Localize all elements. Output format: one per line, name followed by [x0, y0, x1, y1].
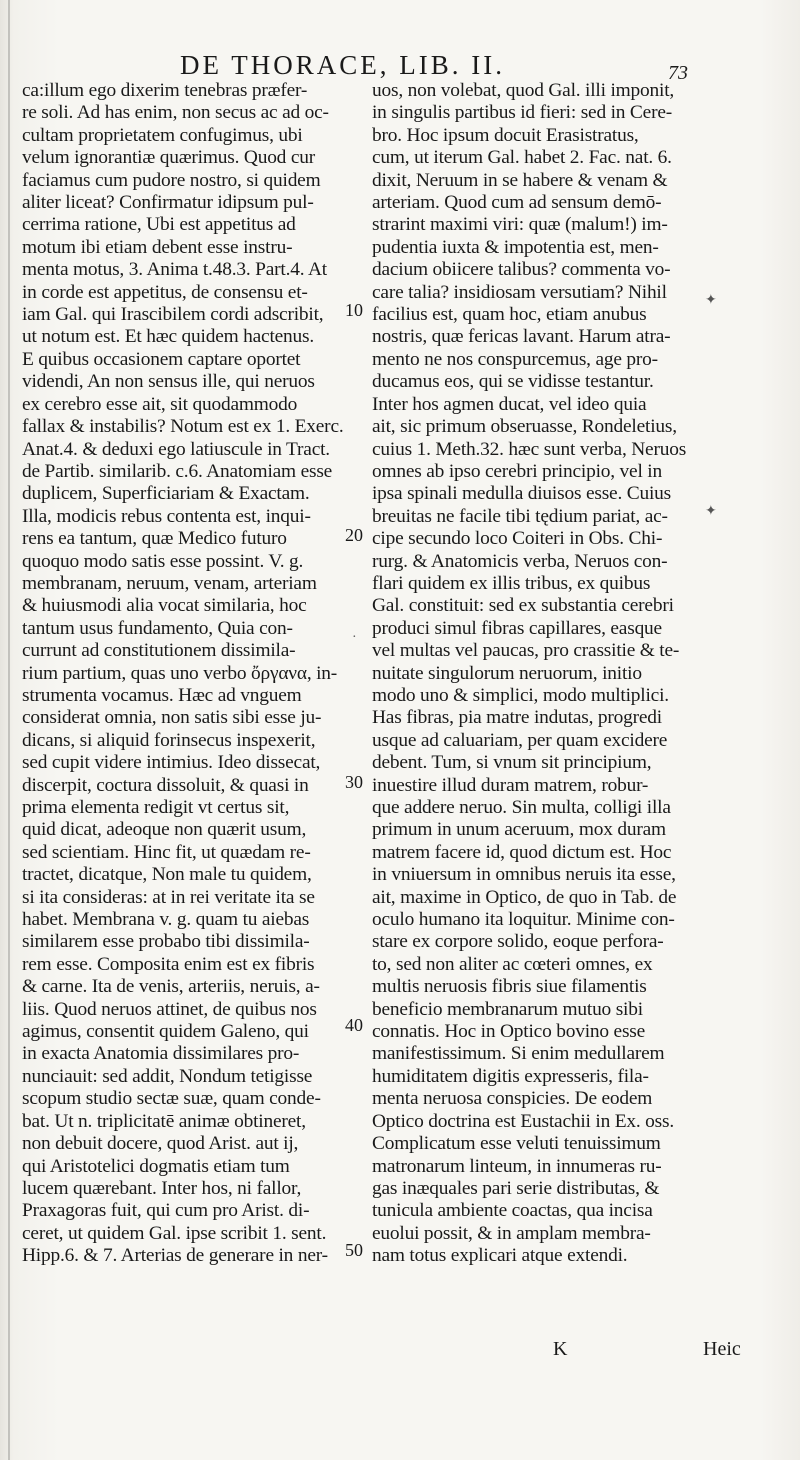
text-line: omnes ab ipso cerebri principio, vel in [372, 460, 662, 482]
text-line: motum ibi etiam debent esse instru- [22, 236, 293, 258]
text-line: agimus, consentit quidem Galeno, qui [22, 1021, 309, 1043]
text-line: arteriam. Quod cum ad sensum demō- [372, 192, 662, 214]
text-line: tractet, dicatque, Non male tu quidem, [22, 864, 312, 886]
text-line: habet. Membrana v. g. quam tu aiebas [22, 909, 310, 931]
text-line: uos, non volebat, quod Gal. illi imponit, [372, 80, 675, 101]
text-line: Optico doctrina est Eustachii in Ex. oss. [372, 1110, 674, 1132]
text-line: Gal. constituit: sed ex substantia cerebri [372, 595, 674, 617]
text-line: ait, maxime in Optico, de quo in Tab. de [372, 886, 677, 908]
binding-gutter [8, 0, 10, 1460]
text-line: si ita consideras: at in rei veritate ita se [22, 886, 315, 908]
text-line: nostris, quæ fericas lavant. Harum atra- [372, 326, 671, 348]
text-line: ducamus eos, qui se vidisse testantur. [372, 371, 654, 393]
text-line: cultam proprietatem confugimus, ubi [22, 124, 303, 146]
signature-mark: K [553, 1338, 568, 1360]
text-line: facilius est, quam hoc, etiam anubus [372, 304, 647, 326]
text-line: rem esse. Composita enim est ex fibris [22, 953, 315, 975]
text-line: debent. Tum, si vnum sit principium, [372, 752, 652, 774]
text-line: matrem facere id, quod dictum est. Hoc [372, 841, 672, 863]
text-line: bro. Hoc ipsum docuit Erasistratus, [372, 124, 639, 146]
text-line: produci simul fibras capillares, easque [372, 617, 662, 639]
text-line: ca:illum ego dixerim tenebras præfer- [22, 80, 308, 101]
running-title: DE THORACE, LIB. II. [180, 50, 505, 80]
text-line: in vniuersum in omnibus neruis ita esse, [372, 864, 676, 886]
text-line: manifestissimum. Si enim medullarem [372, 1043, 665, 1065]
text-line: connatis. Hoc in Optico bovino esse [372, 1021, 646, 1043]
text-line: mento ne nos conspurcemus, age pro- [372, 348, 658, 370]
text-line: cerrima ratione, Ubi est appetitus ad [22, 214, 296, 236]
text-line: beneficio membranarum mutuo sibi [372, 998, 643, 1020]
text-line: care talia? insidiosam versutiam? Nihil [372, 281, 667, 303]
text-line: rens ea tantum, quæ Medico futuro [22, 528, 287, 550]
text-line: rurg. & Anatomicis verba, Neruos con- [372, 550, 668, 572]
text-line: ceret, ut quidem Gal. ipse scribit 1. sent. [22, 1222, 327, 1244]
text-line: ipsa spinali medulla diuisos esse. Cuius [372, 483, 672, 505]
text-line: quid dicat, adeoque non quærit usum, [22, 819, 307, 841]
text-line: humiditatem digitis expresseris, fila- [372, 1065, 649, 1087]
text-line: videndi, An non sensus ille, qui neruos [22, 371, 315, 393]
text-line: strumenta vocamus. Hæc ad vnguem [22, 684, 302, 706]
text-line: cum, ut iterum Gal. habet 2. Fac. nat. 6. [372, 147, 672, 169]
ink-speck-mark: ✦ [705, 293, 717, 308]
text-line: iam Gal. qui Irascibilem cordi adscribit, [22, 304, 324, 326]
text-line: flari quidem ex illis tribus, ex quibus [372, 572, 651, 594]
text-line: rium partium, quas uno verbo ὄργανα, in- [22, 662, 338, 684]
text-line: sed cupit videre intimius. Ideo dissecat, [22, 752, 321, 774]
text-line: sed scientiam. Hinc fit, ut quædam re- [22, 841, 311, 863]
text-line: primum in unum aceruum, mox duram [372, 819, 666, 841]
text-line: Anat.4. & deduxi ego latiuscule in Tract. [22, 438, 330, 460]
text-line: qui Aristotelici dogmatis etiam tum [22, 1155, 290, 1177]
text-line: membranam, neruum, venam, arteriam [22, 572, 317, 594]
text-line: faciamus cum pudore nostro, si quidem [22, 169, 321, 191]
text-line: que addere neruo. Sin multa, colligi illa [372, 797, 671, 818]
margin-line-number: 40 [345, 1015, 363, 1035]
left-text-column [22, 80, 360, 1268]
text-line: tunicula ambiente coactas, qua incisa [372, 1200, 653, 1222]
page-number: 73 [668, 62, 688, 84]
text-line: dacium obiicere talibus? commenta vo- [372, 259, 671, 281]
text-line: vel multas vel paucas, pro crassitie & te- [372, 640, 680, 662]
ink-speck-mark: ✦ [705, 504, 717, 519]
text-line: Complicatum esse veluti tenuissimum [372, 1133, 661, 1155]
catchword: Heic [703, 1338, 741, 1360]
text-line: liis. Quod neruos attinet, de quibus nos [22, 998, 317, 1020]
text-line: dixit, Neruum in se habere & venam & [372, 169, 668, 191]
text-line: currunt ad constitutionem dissimila- [22, 640, 296, 662]
text-line: nuitate singulorum neruorum, initio [372, 662, 642, 684]
text-line: inuestire illud duram matrem, robur- [372, 774, 649, 796]
text-line: stare ex corpore solido, eoque perfora- [372, 931, 664, 953]
text-line: fallax & instabilis? Notum est ex 1. Exerc. [22, 416, 344, 438]
text-line: pudentia iuxta & impotentia est, men- [372, 236, 659, 258]
text-line: velum ignorantiæ quærimus. Quod cur [22, 147, 315, 169]
text-line: Hipp.6. & 7. Arterias de generare in ner- [22, 1245, 328, 1267]
text-line: discerpit, coctura dissoluit, & quasi in [22, 774, 309, 796]
text-line: gas inæquales pari serie distributas, & [372, 1177, 660, 1199]
margin-line-number: 20 [345, 525, 363, 545]
text-line: breuitas ne facile tibi tędium pariat, ac- [372, 505, 668, 527]
margin-line-number: 10 [345, 300, 363, 320]
text-line: re soli. Ad has enim, non secus ac ad oc- [22, 102, 329, 124]
text-line: ait, sic primum obseruasse, Rondeletius, [372, 416, 677, 438]
text-line: scopum studio sectæ suæ, quam conde- [22, 1088, 321, 1110]
text-line: aliter liceat? Confirmatur idipsum pul- [22, 192, 314, 214]
text-line: nunciauit: sed addit, Nondum tetigisse [22, 1065, 313, 1087]
text-line: prima elementa redigit vt certus sit, [22, 797, 290, 818]
text-line: strarint maximi viri: quæ (malum!) im- [372, 214, 668, 236]
margin-line-number: 30 [345, 772, 363, 792]
text-line: to, sed non aliter ac cœteri omnes, ex [372, 953, 653, 975]
text-line: multis neruosis fibris siue filamentis [372, 976, 647, 998]
text-line: modo uno & simplici, modo multiplici. [372, 684, 669, 706]
text-line: nam totus explicari atque extendi. [372, 1245, 628, 1267]
text-line: menta motus, 3. Anima t.48.3. Part.4. At [22, 259, 327, 281]
text-line: considerat omnia, non satis sibi esse ju- [22, 707, 322, 729]
text-line: menta neruosa conspicies. De eodem [372, 1088, 653, 1110]
text-line: E quibus occasionem captare oportet [22, 348, 301, 370]
text-line: euolui possit, & in amplam membra- [372, 1222, 651, 1244]
text-line: in exacta Anatomia dissimilares pro- [22, 1043, 300, 1065]
ink-speck-mark: · [352, 630, 357, 645]
text-line: non debuit docere, quod Arist. aut ij, [22, 1133, 299, 1155]
text-line: lucem quærebant. Inter hos, ni fallor, [22, 1177, 302, 1199]
text-line: quoquo modo satis esse possint. V. g. [22, 550, 304, 572]
margin-line-number: 50 [345, 1240, 363, 1260]
text-line: ut notum est. Et hæc quidem hactenus. [22, 326, 315, 348]
text-line: ex cerebro esse ait, sit quodammodo [22, 393, 298, 415]
text-line: tantum usus fundamento, Quia con- [22, 617, 293, 639]
text-line: & huiusmodi alia vocat similaria, hoc [22, 595, 307, 617]
text-line: de Partib. similarib. c.6. Anatomiam esse [22, 460, 333, 482]
text-line: & carne. Ita de venis, arteriis, neruis, a- [22, 976, 320, 998]
text-line: Illa, modicis rebus contenta est, inqui- [22, 505, 311, 527]
text-line: in singulis partibus id fieri: sed in Cere- [372, 102, 672, 124]
text-line: duplicem, Superficiariam & Exactam. [22, 483, 310, 505]
text-line: Inter hos agmen ducat, vel ideo quia [372, 393, 647, 415]
right-text-column [372, 80, 710, 1268]
text-line: Has fibras, pia matre indutas, progredi [372, 707, 662, 729]
text-line: dicans, si aliquid forinsecus inspexerit, [22, 729, 316, 751]
text-line: matronarum linteum, in innumeras ru- [372, 1155, 662, 1177]
text-line: cuius 1. Meth.32. hæc sunt verba, Neruos [372, 438, 687, 460]
text-line: in corde est appetitus, de consensu et- [22, 281, 308, 303]
text-line: usque ad caluariam, per quam excidere [372, 729, 668, 751]
text-line: bat. Ut n. triplicitatē animæ obtineret, [22, 1110, 306, 1132]
text-line: Praxagoras fuit, qui cum pro Arist. di- [22, 1200, 310, 1222]
text-line: oculo humano ita loquitur. Minime con- [372, 909, 675, 931]
text-line: similarem esse probabo tibi dissimila- [22, 931, 310, 953]
text-line: cipe secundo loco Coiteri in Obs. Chi- [372, 528, 663, 550]
